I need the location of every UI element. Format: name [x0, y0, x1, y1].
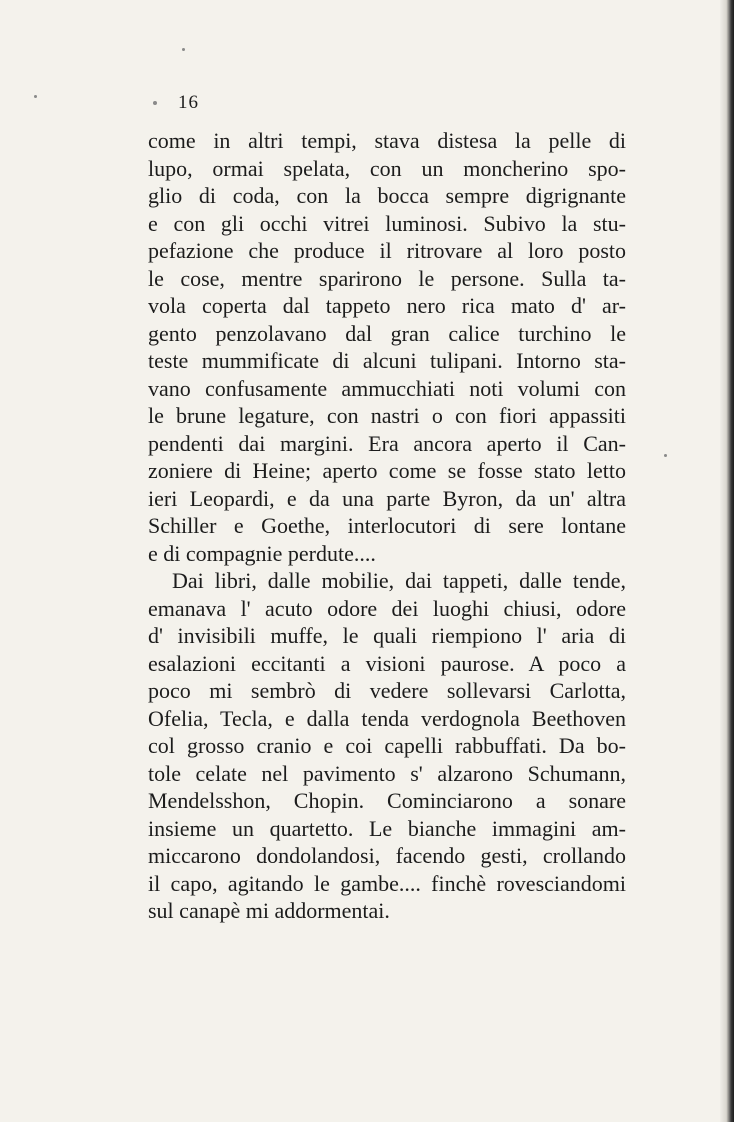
text-line: le brune legature, con nastri o con fiori appassiti	[148, 403, 626, 428]
paper-speck	[153, 101, 157, 105]
text-line: vola coperta dal tappeto nero rica mato d' ar-	[148, 293, 626, 318]
text-line: Schiller e Goethe, interlocutori di sere lontane	[148, 513, 626, 538]
text-line: miccarono dondolandosi, facendo gesti, crollando	[148, 843, 626, 868]
text-line: esalazioni eccitanti a visioni paurose. A poco a	[148, 650, 626, 676]
body-text	[148, 127, 626, 925]
text-line: gento penzolavano dal gran calice turchino le	[148, 320, 626, 346]
text-line: lupo, ormai spelata, con un moncherino spo-	[148, 155, 626, 181]
text-line: sul canapè mi addormentai.	[148, 898, 390, 923]
paper-speck	[182, 48, 185, 51]
paper-speck	[664, 454, 667, 457]
text-line: le cose, mentre sparirono le persone. Sulla ta-	[148, 265, 626, 291]
text-line: pendenti dai margini. Era ancora aperto il Can-	[148, 430, 626, 456]
paragraph-2	[148, 567, 626, 925]
text-line: glio di coda, con la bocca sempre digrignante	[148, 183, 626, 208]
text-line: d' invisibili muffe, le quali riempiono l' aria di	[148, 623, 626, 648]
paragraph-1	[148, 127, 626, 567]
text-line: ieri Leopardi, e da una parte Byron, da un' altra	[148, 485, 626, 511]
page-edge-shadow	[720, 0, 734, 1122]
text-line: vano confusamente ammucchiati noti volumi con	[148, 375, 626, 401]
text-line: pefazione che produce il ritrovare al loro posto	[148, 238, 626, 263]
text-line: insieme un quartetto. Le bianche immagini am-	[148, 815, 626, 841]
text-line: col grosso cranio e coi capelli rabbuffati. Da bo-	[148, 733, 626, 758]
text-line: Ofelia, Tecla, e dalla tenda verdognola Beethoven	[148, 705, 626, 731]
text-line: il capo, agitando le gambe.... finchè rovesciandomi	[148, 870, 626, 896]
paper-speck	[34, 95, 37, 98]
text-line: Mendelsshon, Chopin. Cominciarono a sonare	[148, 788, 626, 813]
text-line: Dai libri, dalle mobilie, dai tappeti, dalle tende,	[172, 568, 626, 593]
text-line: e con gli occhi vitrei luminosi. Subivo la stu-	[148, 210, 626, 236]
text-line: poco mi sembrò di vedere sollevarsi Carlotta,	[148, 678, 626, 703]
text-line: come in altri tempi, stava distesa la pelle di	[148, 128, 626, 153]
text-line: emanava l' acuto odore dei luoghi chiusi, odore	[148, 595, 626, 621]
page-number: 16	[178, 92, 199, 113]
text-line: teste mummificate di alcuni tulipani. Intorno sta-	[148, 348, 626, 373]
text-line: e di compagnie perdute....	[148, 540, 376, 566]
text-line: tole celate nel pavimento s' alzarono Schumann,	[148, 760, 626, 786]
text-line: zoniere di Heine; aperto come se fosse stato letto	[148, 458, 626, 483]
